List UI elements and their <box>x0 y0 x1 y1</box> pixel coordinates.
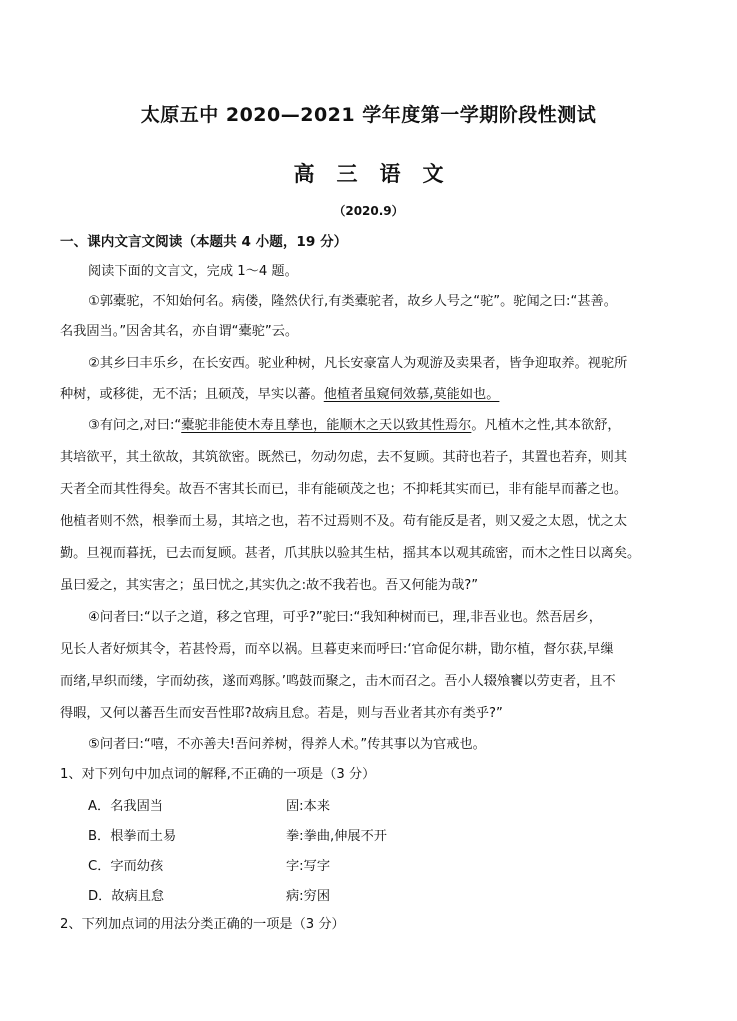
passage-p4-line2: 见长人者好烦其令，若甚怜焉，而卒以祸。旦暮吏来而呼曰:‘官命促尔耕，勖尔植，督尔获,早缫 <box>60 642 614 657</box>
passage-p3-line1 <box>88 416 621 436</box>
passage-p1-line2: 名我固当。”因舍其名，亦自谓“橐驼”云。 <box>60 324 299 339</box>
exam-date: （2020.9） <box>333 204 404 218</box>
passage-p1-line1: ①郭橐驼，不知始何名。病偻，隆然伏行,有类橐驼者，故乡人号之“驼”。驼闻之曰:“甚善。 <box>88 294 617 309</box>
underlined-sentence-2: 橐驼非能使木寿且孳也，能顺木之天以致其性焉尔 <box>181 418 472 433</box>
passage-p4-line4: 得暇，又何以蕃吾生而安吾性耶?故病且怠。若是，则与吾业者其亦有类乎?” <box>60 706 503 721</box>
q1-option-d: D．故病且怠 <box>88 889 165 904</box>
passage-p3-line6: 虽曰爱之，其实害之；虽曰忧之,其实仇之:故不我若也。吾又何能为哉?” <box>60 578 479 593</box>
q1-option-b-gloss: 拳:拳曲,伸展不开 <box>286 829 387 844</box>
instruction-text: 阅读下面的文言文，完成 1～4 题。 <box>88 264 298 279</box>
passage-p2-line1: ②其乡曰丰乐乡，在长安西。驼业种树，凡长安豪富人为观游及卖果者，皆争迎取养。视驼所 <box>88 356 628 371</box>
q1-option-a: A．名我固当 <box>88 799 163 814</box>
passage-p3-line5: 勤。旦视而暮抚，已去而复顾。甚者，爪其肤以验其生枯，摇其本以观其疏密，而木之性日以离矣。 <box>60 546 641 561</box>
q1-option-d-gloss: 病:穷困 <box>286 889 331 904</box>
q1-option-c-gloss: 字:写字 <box>286 859 331 874</box>
passage-p3-line1-end: 。凡植木之性,其本欲舒， <box>471 418 621 433</box>
q1-option-c: C．字而幼孩 <box>88 859 164 874</box>
question-1-stem: 1、对下列句中加点词的解释,不正确的一项是（3 分） <box>60 767 376 782</box>
q1-option-a-gloss: 固:本来 <box>286 799 331 814</box>
passage-p3-line4: 他植者则不然，根拳而土易，其培之也，若不过焉则不及。苟有能反是者，则又爱之太恩，忧之太 <box>60 514 628 529</box>
passage-p3-line1-start: ③有问之,对曰:“ <box>88 418 182 433</box>
question-2-stem: 2、下列加点词的用法分类正确的一项是（3 分） <box>60 917 345 932</box>
section-heading: 一、课内文言文阅读（本题共 4 小题，19 分） <box>60 234 348 250</box>
passage-p5-line1: ⑤问者曰:“嘻，不亦善夫!吾问养树，得养人术。”传其事以为官戒也。 <box>88 737 486 752</box>
passage-p4-line3: 而绪,早织而缕，字而幼孩，遂而鸡豚。’鸣鼓而聚之，击木而召之。吾小人辍飧饔以劳吏者，且不 <box>60 674 616 689</box>
passage-p3-line2: 其培欲平，其土欲故，其筑欲密。既然已，勿动勿虑，去不复顾。其莳也若子，其置也若弃，则其 <box>60 450 628 465</box>
passage-p2-line2-text: 种树，或移徙，无不活；且硕茂，早实以蕃。 <box>60 387 324 402</box>
passage-p4-line1: ④问者曰:“以子之道，移之官理，可乎?”驼曰:“我知种树而已，理,非吾业也。然吾居乡， <box>88 610 602 625</box>
passage-p3-line3: 天者全而其性得矣。故吾不害其长而已，非有能硕茂之也；不抑耗其实而已，非有能早而蕃之也。 <box>60 482 628 497</box>
exam-title: 太原五中 2020—2021 学年度第一学期阶段性测试 <box>140 104 597 126</box>
passage-p2-line2 <box>60 385 499 405</box>
q1-option-b: B．根拳而土易 <box>88 829 177 844</box>
underlined-sentence-1: 他植者虽窥伺效慕,莫能如也。 <box>323 387 500 402</box>
subject-title: 高三语文 <box>293 162 466 186</box>
